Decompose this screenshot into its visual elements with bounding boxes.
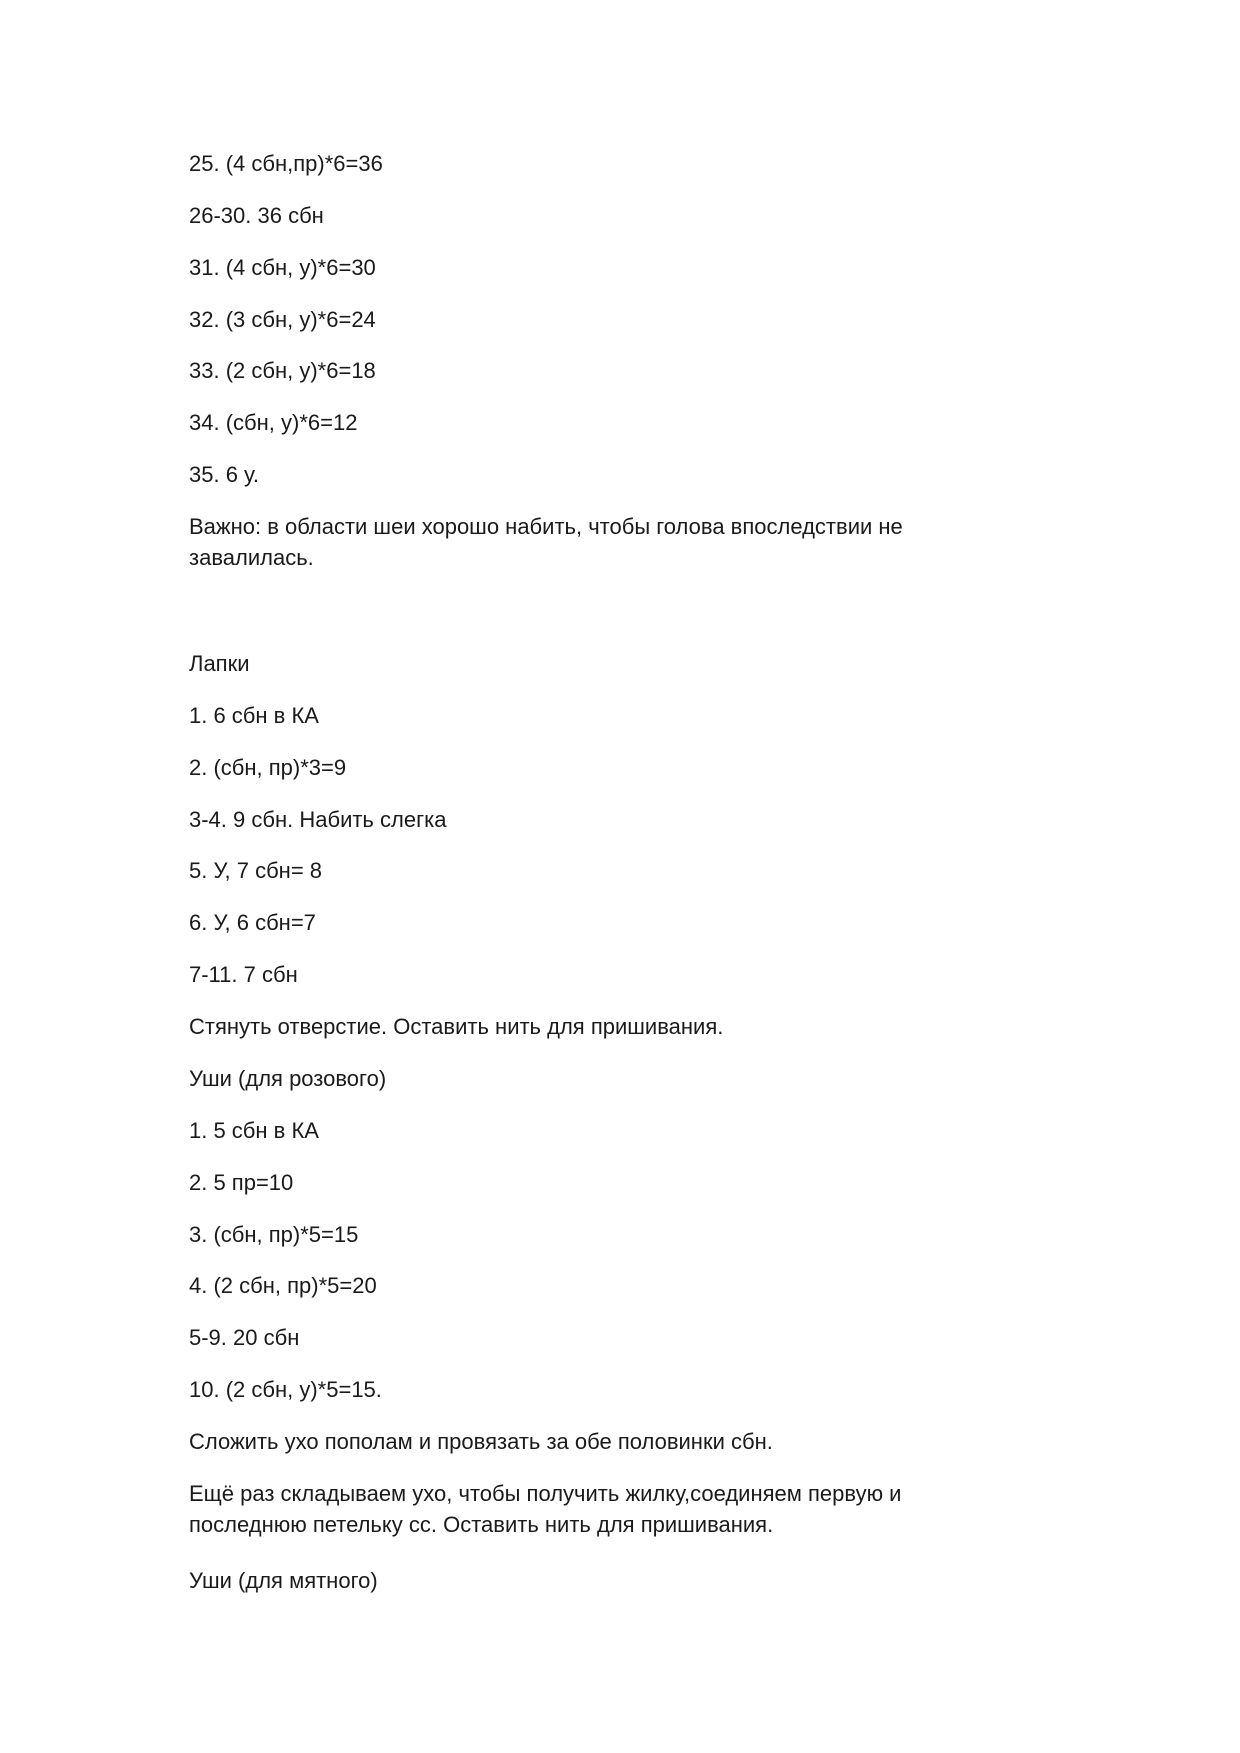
section-heading-ears-pink: Уши (для розового)	[189, 1066, 387, 1091]
rows-26-30: 26-30. 36 сбн	[189, 203, 324, 228]
paws-row-2: 2. (сбн, пр)*3=9	[189, 755, 347, 780]
ears-row-3: 3. (сбн, пр)*5=15	[189, 1222, 359, 1247]
important-note: Важно: в области шеи хорошо набить, чтобы голова впоследствии не завалилась.	[189, 514, 909, 570]
paws-row-5: 5. У, 7 сбн= 8	[189, 858, 323, 883]
row-33: 33. (2 сбн, у)*6=18	[189, 358, 376, 383]
row-32: 32. (3 сбн, у)*6=24	[189, 307, 376, 332]
row-31: 31. (4 сбн, у)*6=30	[189, 255, 376, 280]
row-34: 34. (сбн, у)*6=12	[189, 410, 358, 435]
ears-row-1: 1. 5 сбн в КА	[189, 1118, 319, 1143]
paws-row-1: 1. 6 сбн в КА	[189, 703, 319, 728]
ears-fold-note: Сложить ухо пополам и провязать за обе половинки сбн.	[189, 1429, 773, 1454]
row-25: 25. (4 сбн,пр)*6=36	[189, 151, 383, 176]
ears-rows-5-9: 5-9. 20 сбн	[189, 1325, 300, 1350]
ears-row-4: 4. (2 сбн, пр)*5=20	[189, 1273, 377, 1298]
ears-vein-note: Ещё раз складываем ухо, чтобы получить жилку,соединяем первую и последнюю петельку сс. Оставить нить для пришивания.	[189, 1481, 908, 1537]
paws-rows-7-11: 7-11. 7 сбн	[189, 962, 298, 987]
paws-rows-3-4: 3-4. 9 сбн. Набить слегка	[189, 807, 447, 832]
section-heading-paws: Лапки	[189, 651, 250, 676]
ears-row-2: 2. 5 пр=10	[189, 1170, 294, 1195]
row-35: 35. 6 у.	[189, 462, 259, 487]
section-heading-ears-mint: Уши (для мятного)	[189, 1568, 378, 1593]
paws-finish-note: Стянуть отверстие. Оставить нить для пришивания.	[189, 1014, 724, 1039]
paws-row-6: 6. У, 6 сбн=7	[189, 910, 316, 935]
ears-row-10: 10. (2 сбн, у)*5=15.	[189, 1377, 382, 1402]
